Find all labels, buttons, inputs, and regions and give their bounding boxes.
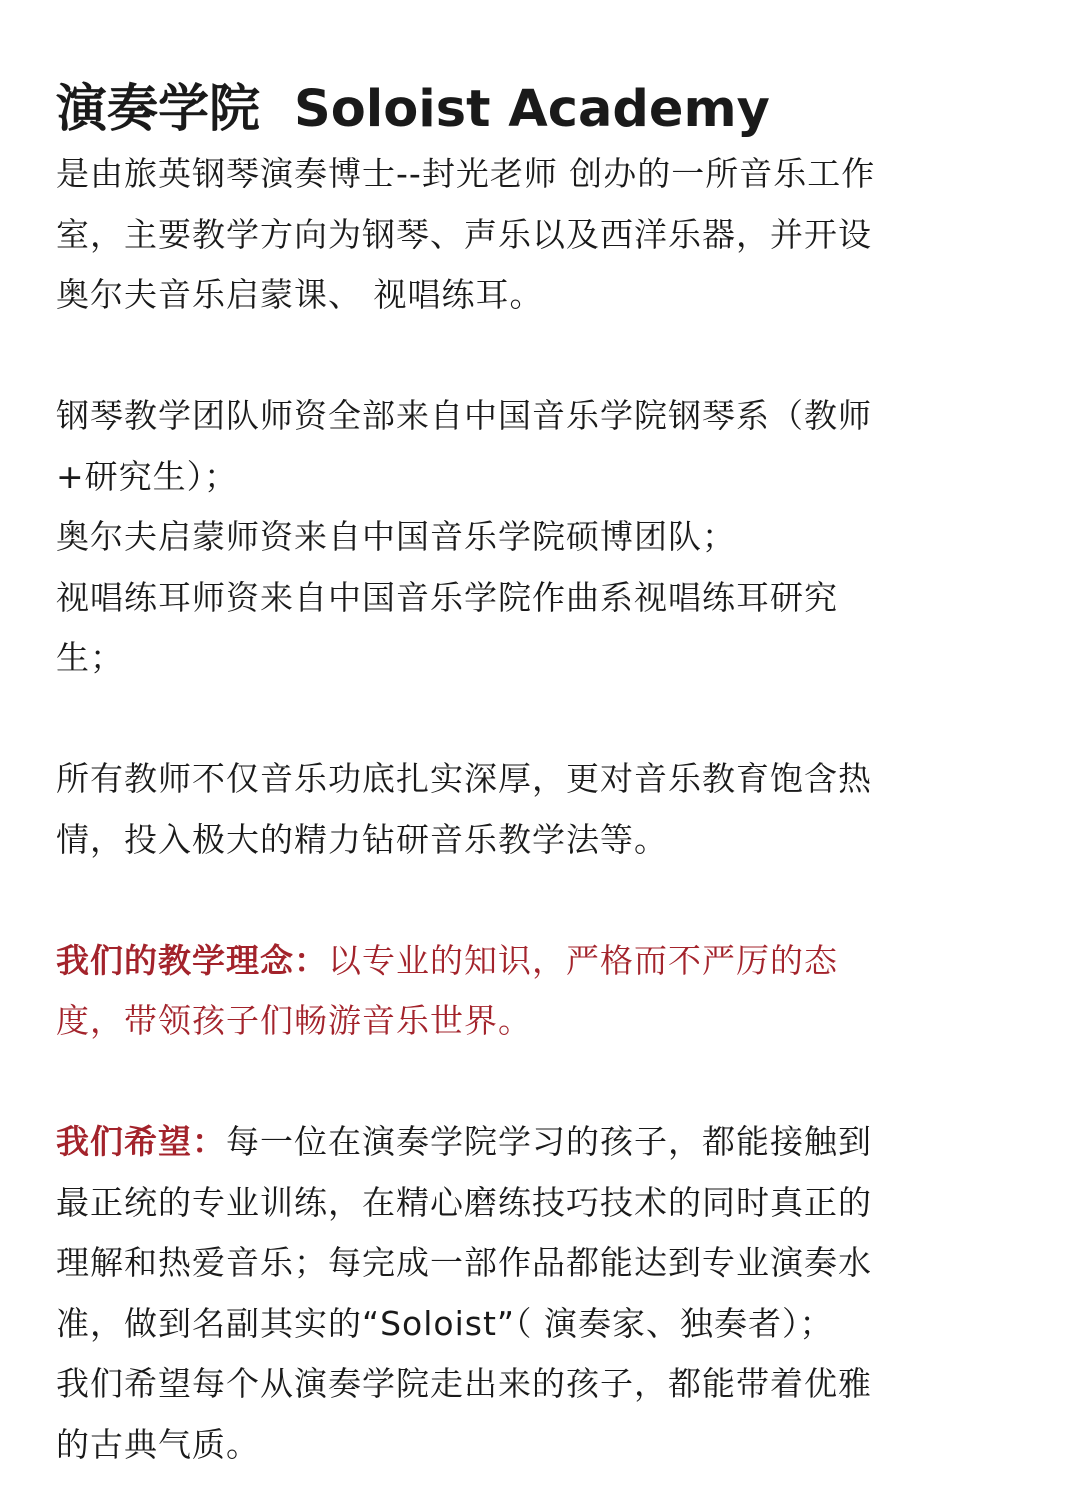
philosophy-label: 我们的教学理念： [56,940,328,980]
faculty-line: 视唱练耳师资来自中国音乐学院作曲系视唱练耳研究 [56,577,838,617]
philosophy-line: 度，带领孩子们畅游音乐世界。 [56,1001,532,1040]
intro-line: 是由旅英钢琴演奏博士--封光老师 创办的一所音乐工作 [56,154,876,193]
hope-line: 理解和热爱音乐；每完成一部作品都能达到专业演奏水 [56,1243,872,1282]
paragraph-gap [56,870,1024,931]
intro-line: 奥尔夫音乐启蒙课、 视唱练耳。 [56,275,544,314]
article [56,78,1024,1475]
teachers-paragraph [56,749,1024,870]
hope-line: 我们希望每个从演奏学院走出来的孩子，都能带着优雅 [56,1364,872,1403]
hope-label: 我们希望： [56,1122,226,1161]
faculty-line: 钢琴教学团队师资全部来自中国音乐学院钢琴系（教师 [56,396,872,435]
hope-line: 的古典气质。 [56,1424,260,1464]
philosophy-text: 以专业的知识，严格而不严厉的态 [328,940,838,980]
hope-paragraph [56,1112,1024,1475]
hope-text: 每一位在演奏学院学习的孩子，都能接触到 [226,1122,872,1161]
faculty-line: 生； [56,638,124,677]
intro-paragraph [56,144,1024,326]
title-cn: 演奏学院 [56,80,261,139]
teachers-line: 所有教师不仅音乐功底扎实深厚，更对音乐教育饱含热 [56,759,872,798]
intro-line: 室，主要教学方向为钢琴、声乐以及西洋乐器，并开设 [56,214,872,254]
hope-line [56,1112,1024,1173]
page-title [56,78,1024,142]
faculty-line: +研究生）； [56,456,239,496]
faculty-line: 奥尔夫启蒙师资来自中国音乐学院硕博团队； [56,517,736,556]
paragraph-gap [56,689,1024,750]
philosophy-paragraph [56,931,1024,1052]
hope-line: 最正统的专业训练，在精心磨练技巧技术的同时真正的 [56,1182,872,1222]
philosophy-line [56,931,1024,992]
teachers-line: 情，投入极大的精力钻研音乐教学法等。 [56,819,668,859]
paragraph-gap [56,1052,1024,1113]
faculty-paragraph [56,386,1024,689]
paragraph-gap [56,326,1024,387]
hope-line: 准，做到名副其实的“Soloist”（ 演奏家、独奏者）； [56,1303,834,1343]
title-en: Soloist Academy [294,80,770,139]
